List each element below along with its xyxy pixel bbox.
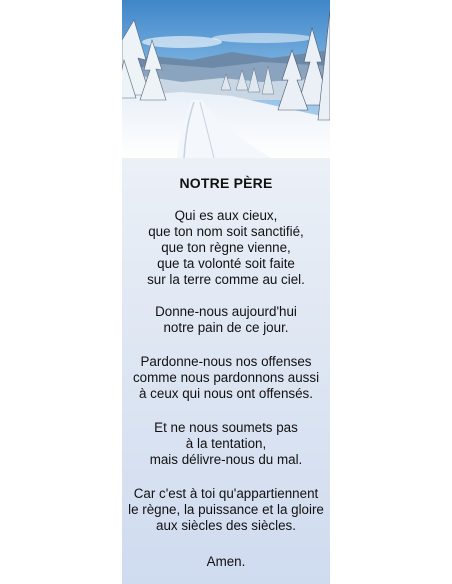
snowy-forest-image xyxy=(122,0,330,158)
prayer-line: mais délivre-nous du mal. xyxy=(149,452,303,467)
prayer-line: Donne-nous aujourd'hui xyxy=(155,304,297,319)
prayer-line: que ta volonté soit faite xyxy=(157,256,295,271)
prayer-text xyxy=(122,158,330,584)
prayer-bookmark xyxy=(122,0,330,584)
prayer-line: que ton nom soit sanctifié, xyxy=(148,224,304,239)
prayer-line: à la tentation, xyxy=(185,436,267,451)
prayer-line: Qui es aux cieux, xyxy=(174,208,278,223)
prayer-line: Car c'est à toi qu'appartiennent xyxy=(133,486,319,501)
prayer-line: notre pain de ce jour. xyxy=(163,320,289,335)
prayer-line: comme nous pardonnons aussi xyxy=(132,370,320,385)
prayer-line: que ton règne vienne, xyxy=(161,240,291,255)
prayer-line: sur la terre comme au ciel. xyxy=(147,272,305,287)
prayer-line: Pardonne-nous nos offenses xyxy=(140,354,312,369)
prayer-line: aux siècles des siècles. xyxy=(156,518,296,533)
prayer-title: NOTRE PÈRE xyxy=(179,175,273,191)
prayer-line: Et ne nous soumets pas xyxy=(154,420,298,435)
prayer-amen: Amen. xyxy=(206,554,246,569)
prayer-line: le règne, la puissance et la gloire xyxy=(128,502,324,517)
prayer-line: à ceux qui nous ont offensés. xyxy=(139,386,313,401)
